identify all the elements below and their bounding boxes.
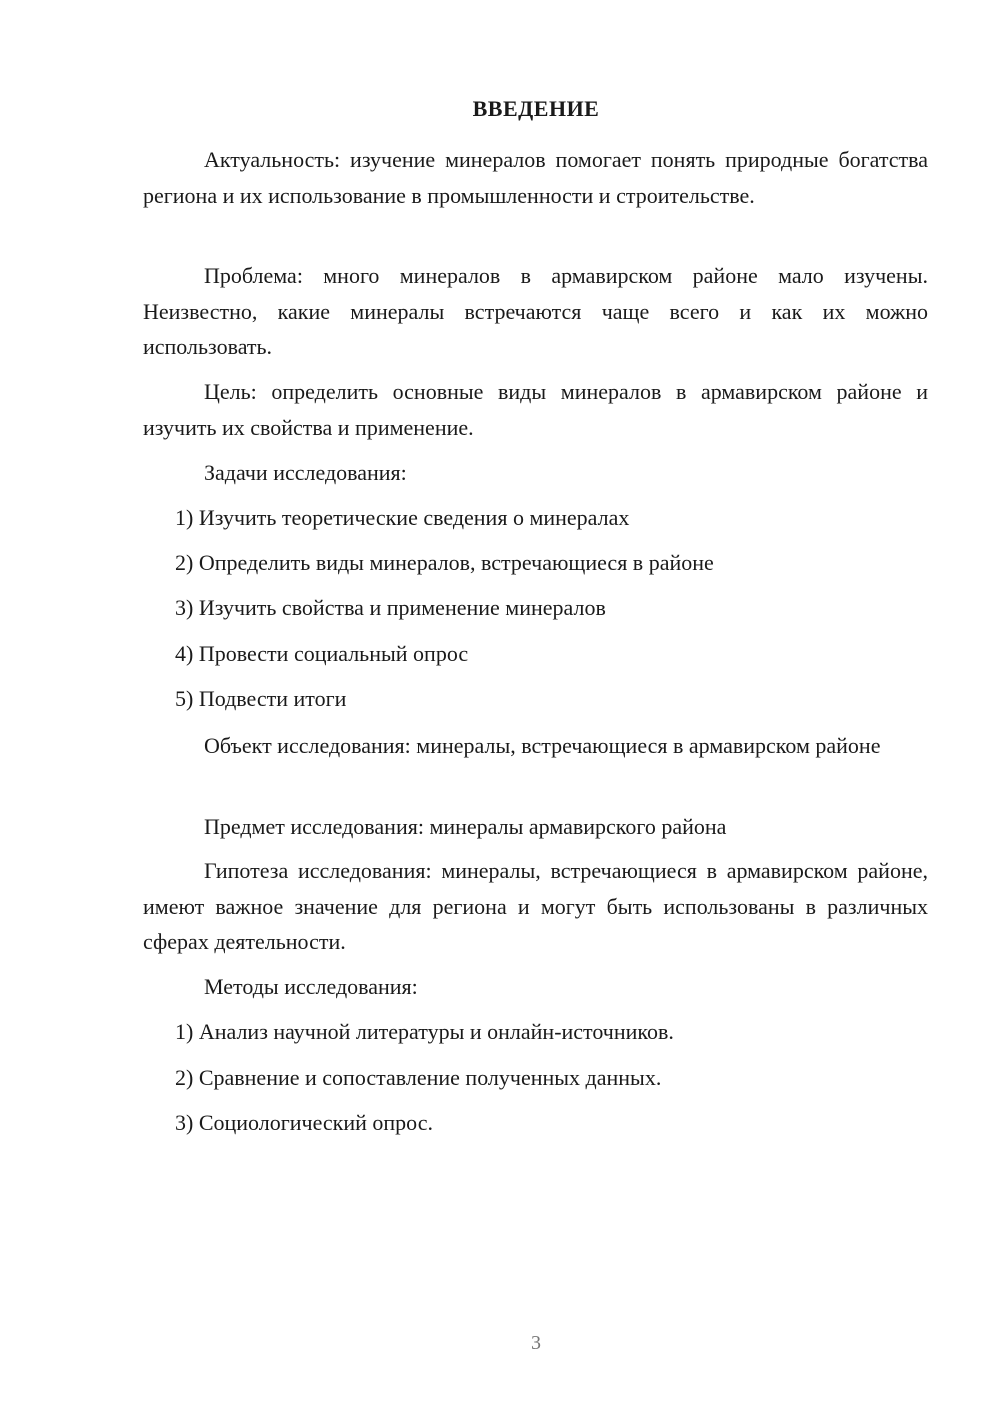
subject-paragraph: Предмет исследования: минералы армавирского района — [204, 814, 727, 839]
task-item-3: 3) Изучить свойства и применение минералов — [175, 595, 606, 620]
relevance-paragraph: Актуальность: изучение минералов помогает понять природные богатства региона и их использование в промышленности и строительстве. — [143, 147, 928, 208]
task-item-5: 5) Подвести итоги — [175, 686, 347, 711]
object-paragraph: Объект исследования: минералы, встречающиеся в армавирском районе — [204, 733, 881, 758]
page-number: 3 — [531, 1332, 541, 1354]
method-item-1: 1) Анализ научной литературы и онлайн-источников. — [175, 1019, 674, 1044]
problem-paragraph: Проблема: много минералов в армавирском районе мало изучены. Неизвестно, какие минералы встречаются чаще всего и как их можно использовать. — [143, 263, 928, 359]
hypothesis-paragraph: Гипотеза исследования: минералы, встречающиеся в армавирском районе, имеют важное значение для региона и могут быть использованы в различных сферах деятельности. — [143, 858, 928, 954]
task-item-1: 1) Изучить теоретические сведения о минералах — [175, 505, 630, 530]
method-item-2: 2) Сравнение и сопоставление полученных данных. — [175, 1065, 662, 1090]
task-item-2: 2) Определить виды минералов, встречающиеся в районе — [175, 550, 714, 575]
methods-heading: Методы исследования: — [204, 974, 418, 999]
page-title: ВВЕДЕНИЕ — [472, 96, 600, 121]
goal-paragraph: Цель: определить основные виды минералов в армавирском районе и изучить их свойства и применение. — [143, 379, 928, 440]
task-item-4: 4) Провести социальный опрос — [175, 641, 469, 666]
tasks-heading: Задачи исследования: — [204, 460, 407, 485]
method-item-3: 3) Социологический опрос. — [175, 1110, 433, 1135]
